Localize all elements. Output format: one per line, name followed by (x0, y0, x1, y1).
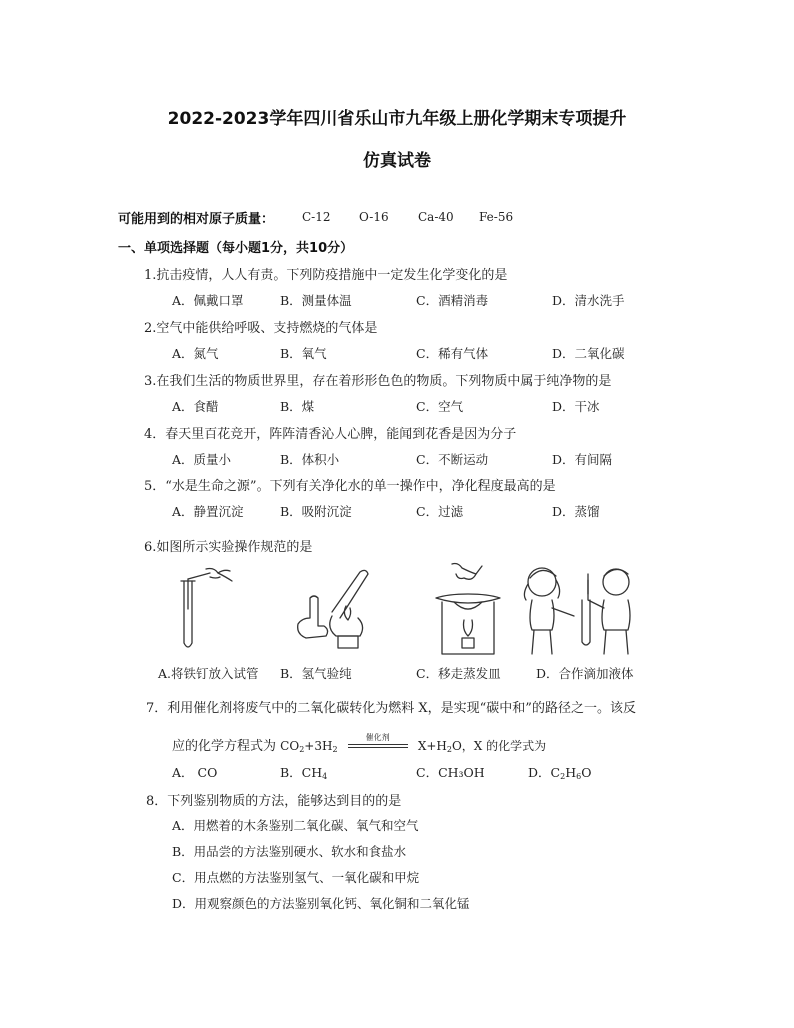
question-2-option-b: B．氧气 (280, 346, 327, 361)
question-6-option-d: D．合作滴加液体 (536, 666, 634, 681)
equation-arrow (346, 732, 410, 754)
question-1-option-c: C．酒精消毒 (416, 293, 489, 308)
figure-a-nail-test-tube (170, 565, 250, 655)
question-6-option-c: C．移走蒸发皿 (416, 666, 501, 681)
question-5-option-d: D．蒸馏 (552, 504, 600, 519)
atomic-mass-line (118, 208, 274, 227)
question-5-option-a: A．静置沉淀 (172, 504, 244, 519)
catalyst-label: 催化剂 (365, 732, 390, 742)
question-7-option-b: B．$CH_4$ (280, 765, 328, 781)
atomic-mass-o: O-16 (359, 210, 389, 224)
atomic-mass-c: C-12 (302, 210, 331, 224)
question-7-equation-line (172, 732, 547, 754)
question-2-stem: 2.空气中能供给呼吸、支持燃烧的气体是 (144, 321, 378, 336)
question-8-option-d: D．用观察颜色的方法鉴别氧化钙、氧化铜和二氧化锰 (172, 896, 470, 911)
question-7-stem: 7．利用催化剂将废气中的二氧化碳转化为燃料 X，是实现“碳中和”的路径之一。该反 (146, 701, 636, 716)
equation-reactants: $CO_2+3H_2$ (280, 739, 338, 754)
question-8-option-c: C．用点燃的方法鉴别氢气、一氧化碳和甲烷 (172, 870, 420, 885)
page-title: 2022-2023学年四川省乐山市九年级上册化学期末专项提升 (167, 109, 627, 129)
question-4-option-d: D．有间隔 (552, 452, 613, 467)
question-8-option-a: A．用燃着的木条鉴别二氧化碳、氧气和空气 (172, 818, 419, 833)
question-8-stem: 8．下列鉴别物质的方法，能够达到目的的是 (146, 794, 402, 809)
atomic-mass-fe: Fe-56 (479, 210, 514, 224)
question-3-option-c: C．空气 (416, 399, 464, 414)
question-6-stem: 6.如图所示实验操作规范的是 (144, 540, 313, 555)
question-2-option-d: D．二氧化碳 (552, 346, 625, 361)
question-2-option-a: A．氮气 (172, 346, 219, 361)
question-5-option-c: C．过滤 (416, 504, 464, 519)
atomic-mass-label: 可能用到的相对原子质量： (118, 212, 275, 227)
question-4-option-c: C．不断运动 (416, 452, 489, 467)
question-3-option-a: A．食醋 (172, 399, 219, 414)
question-8-option-b: B．用品尝的方法鉴别硬水、软水和食盐水 (172, 844, 407, 859)
question-1-option-b: B．测量体温 (280, 293, 352, 308)
question-3-option-b: B．煤 (280, 399, 315, 414)
equation-products: $X+H_2O$，X 的化学式为 (417, 739, 547, 754)
question-7-option-d: D．$C_2H_6O$ (528, 765, 592, 781)
question-1-option-a: A．佩戴口罩 (172, 293, 244, 308)
question-5-stem: 5．“水是生命之源”。下列有关净化水的单一操作中，净化程度最高的是 (144, 479, 556, 494)
figure-b-hydrogen-test (292, 566, 374, 654)
question-2-option-c: C．稀有气体 (416, 346, 489, 361)
question-3-option-d: D．干冰 (552, 399, 600, 414)
question-3-stem: 3.在我们生活的物质世界里，存在着形形色色的物质。下列物质中属于纯净物的是 (144, 374, 612, 389)
page-subtitle: 仿真试卷 (363, 151, 431, 171)
question-6-option-a: A.将铁钉放入试管 (158, 666, 259, 681)
figure-c-evaporating-dish (428, 560, 508, 660)
question-6-option-b: B．氢气验纯 (280, 666, 352, 681)
section-header: 一、单项选择题（每小题1分，共10分） (118, 241, 354, 256)
question-4-stem: 4．春天里百花竞开，阵阵清香沁人心脾，能闻到花香是因为分子 (144, 427, 517, 442)
question-7-option-a: A． CO (172, 765, 218, 780)
question-1-stem: 1.抗击疫情，人人有责。下列防疫措施中一定发生化学变化的是 (144, 268, 508, 283)
question-1-option-d: D．清水洗手 (552, 293, 625, 308)
question-5-option-b: B．吸附沉淀 (280, 504, 352, 519)
question-4-option-b: B．体积小 (280, 452, 340, 467)
question-4-option-a: A．质量小 (172, 452, 232, 467)
figure-d-cooperative-dripping (516, 560, 644, 658)
question-7-stem-prefix: 应的化学方程式为 (172, 739, 277, 754)
question-7-option-c: C．CH₃OH (416, 765, 485, 780)
atomic-mass-ca: Ca-40 (418, 210, 454, 224)
